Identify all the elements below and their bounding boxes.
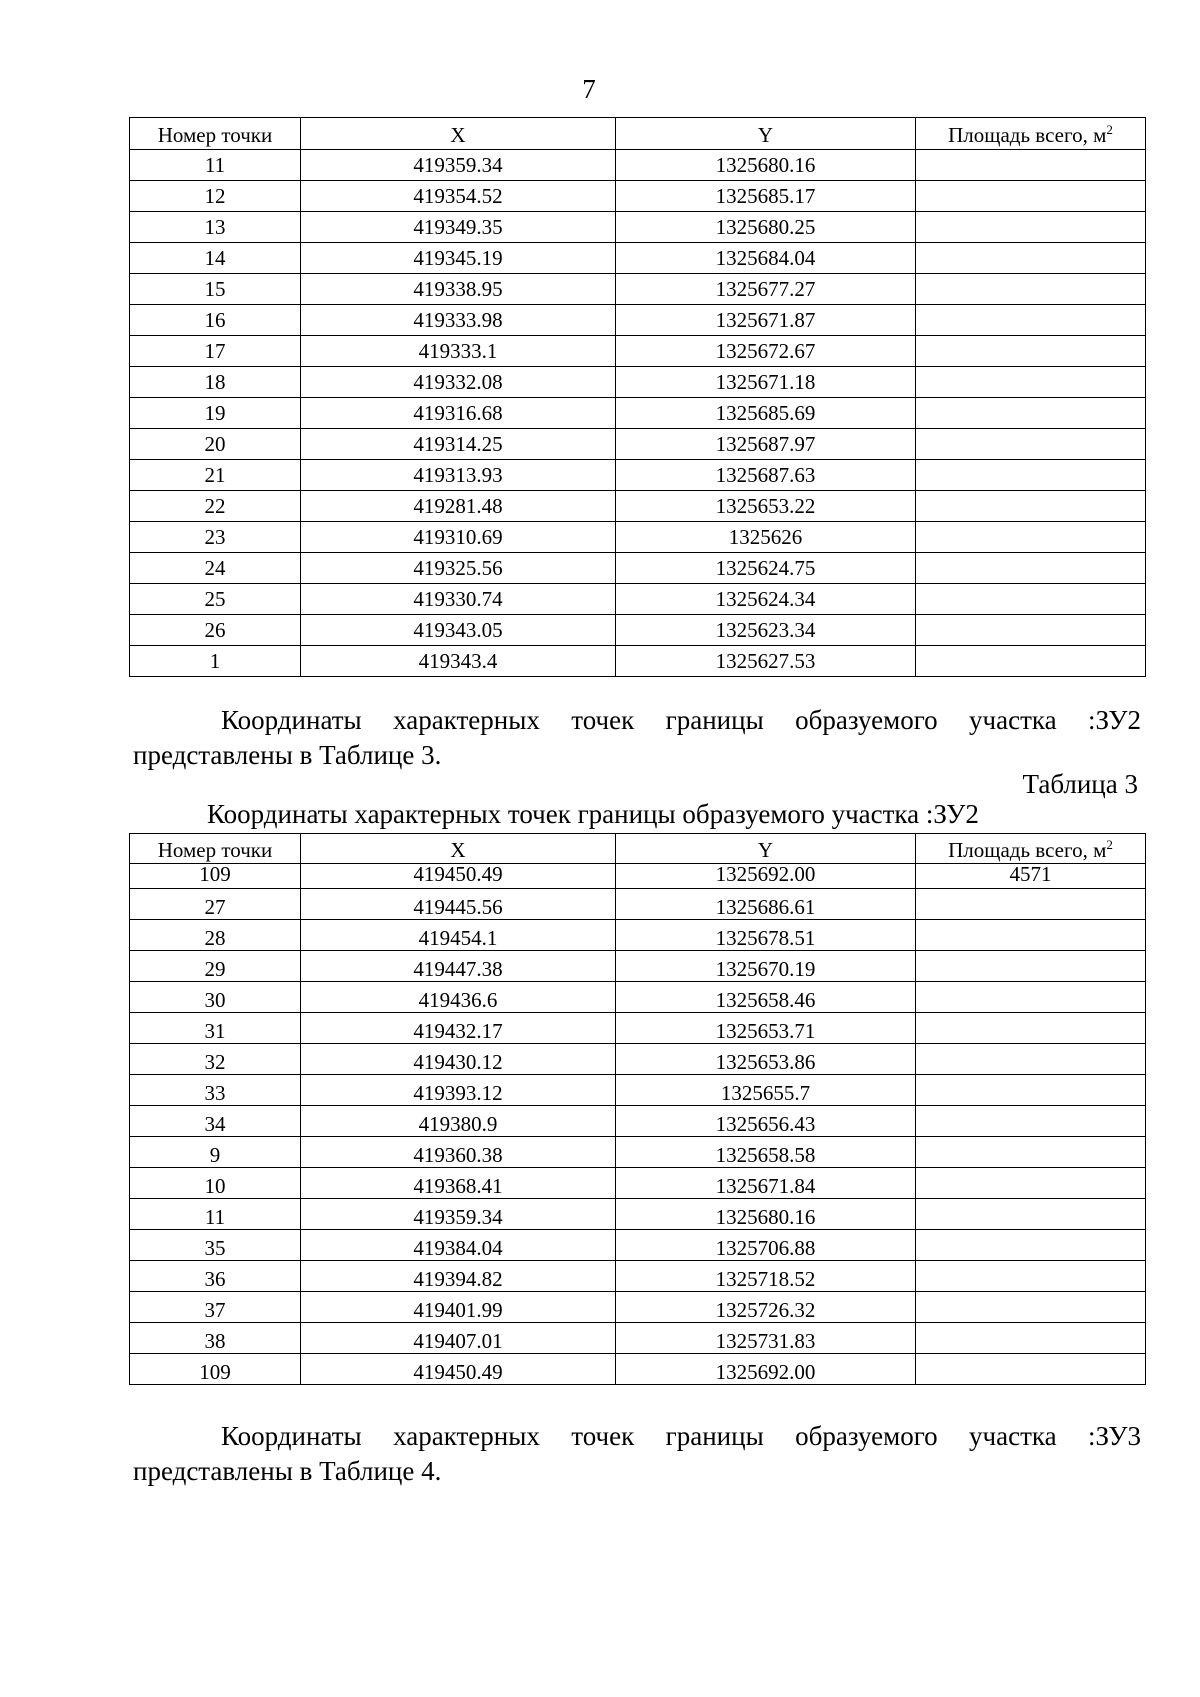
cell-x: 419447.38	[301, 951, 616, 982]
cell-point: 18	[130, 367, 301, 398]
cell-area	[916, 491, 1146, 522]
cell-point: 109	[130, 1354, 301, 1385]
cell-y: 1325626	[616, 522, 916, 553]
cell-point: 11	[130, 1199, 301, 1230]
table-row	[130, 1323, 1146, 1354]
cell-point: 11	[130, 150, 301, 181]
cell-x: 419454.1	[301, 920, 616, 951]
cell-point: 29	[130, 951, 301, 982]
cell-area	[916, 212, 1146, 243]
table-row	[130, 920, 1146, 951]
table-row	[130, 460, 1146, 491]
cell-point: 1	[130, 646, 301, 677]
paragraph-zu2-intro	[133, 703, 1141, 773]
cell-y: 1325658.46	[616, 982, 916, 1013]
cell-x: 419359.34	[301, 150, 616, 181]
table-row	[130, 646, 1146, 677]
table-header-row	[130, 118, 1146, 150]
cell-area	[916, 584, 1146, 615]
paragraph-line: представлены в Таблице 4.	[133, 1456, 442, 1486]
cell-point: 28	[130, 920, 301, 951]
cell-x: 419394.82	[301, 1261, 616, 1292]
table-row	[130, 1230, 1146, 1261]
cell-x: 419401.99	[301, 1292, 616, 1323]
header-y: Y	[616, 118, 916, 150]
cell-y: 1325658.58	[616, 1137, 916, 1168]
cell-x: 419333.98	[301, 305, 616, 336]
cell-x: 419349.35	[301, 212, 616, 243]
header-point: Номер точки	[130, 118, 301, 150]
paragraph-line: Координаты характерных точек границы образуемого участка :ЗУ3	[221, 1421, 1141, 1451]
cell-y: 1325678.51	[616, 920, 916, 951]
table-3-title: Координаты характерных точек границы образуемого участка :ЗУ2	[207, 799, 979, 829]
cell-area	[916, 889, 1146, 920]
cell-point: 17	[130, 336, 301, 367]
cell-area	[916, 305, 1146, 336]
header-area-sup: 2	[1106, 122, 1113, 137]
cell-y: 1325680.16	[616, 150, 916, 181]
table-row	[130, 243, 1146, 274]
cell-x: 419345.19	[301, 243, 616, 274]
table-row	[130, 336, 1146, 367]
cell-area	[916, 553, 1146, 584]
cell-y: 1325726.32	[616, 1292, 916, 1323]
header-x: X	[301, 118, 616, 150]
cell-x: 419430.12	[301, 1044, 616, 1075]
table-row	[130, 150, 1146, 181]
cell-y: 1325653.86	[616, 1044, 916, 1075]
cell-point: 10	[130, 1168, 301, 1199]
table-row	[130, 1137, 1146, 1168]
cell-y: 1325686.61	[616, 889, 916, 920]
cell-x: 419343.05	[301, 615, 616, 646]
table-row	[130, 864, 1146, 889]
cell-x: 419338.95	[301, 274, 616, 305]
cell-point: 20	[130, 429, 301, 460]
table-row	[130, 1292, 1146, 1323]
cell-x: 419407.01	[301, 1323, 616, 1354]
table-row	[130, 429, 1146, 460]
cell-x: 419393.12	[301, 1075, 616, 1106]
cell-y: 1325624.75	[616, 553, 916, 584]
cell-area	[916, 951, 1146, 982]
cell-y: 1325685.69	[616, 398, 916, 429]
cell-area	[916, 982, 1146, 1013]
header-area	[916, 834, 1146, 864]
cell-area	[916, 1013, 1146, 1044]
cell-point: 25	[130, 584, 301, 615]
cell-area	[916, 150, 1146, 181]
cell-point: 38	[130, 1323, 301, 1354]
table-row	[130, 1044, 1146, 1075]
cell-point: 21	[130, 460, 301, 491]
table-row	[130, 212, 1146, 243]
cell-y: 1325677.27	[616, 274, 916, 305]
cell-x: 419359.34	[301, 1199, 616, 1230]
cell-x: 419450.49	[301, 1354, 616, 1385]
table-header-row	[130, 834, 1146, 864]
cell-point: 36	[130, 1261, 301, 1292]
cell-area	[916, 522, 1146, 553]
table-row	[130, 522, 1146, 553]
cell-point: 15	[130, 274, 301, 305]
cell-area	[916, 1292, 1146, 1323]
coordinates-table-zu2	[129, 833, 1146, 1385]
table-body	[130, 864, 1146, 1385]
cell-x: 419380.9	[301, 1106, 616, 1137]
cell-point: 30	[130, 982, 301, 1013]
cell-point: 31	[130, 1013, 301, 1044]
cell-y: 1325671.84	[616, 1168, 916, 1199]
cell-area	[916, 1261, 1146, 1292]
table-body	[130, 150, 1146, 677]
cell-x: 419325.56	[301, 553, 616, 584]
cell-area: 4571	[916, 864, 1146, 889]
cell-x: 419450.49	[301, 864, 616, 889]
table-row	[130, 553, 1146, 584]
table-row	[130, 181, 1146, 212]
cell-y: 1325653.22	[616, 491, 916, 522]
table-row	[130, 274, 1146, 305]
cell-area	[916, 181, 1146, 212]
cell-point: 9	[130, 1137, 301, 1168]
cell-y: 1325653.71	[616, 1013, 916, 1044]
cell-y: 1325718.52	[616, 1261, 916, 1292]
table-row	[130, 889, 1146, 920]
table-row	[130, 615, 1146, 646]
cell-area	[916, 1106, 1146, 1137]
cell-y: 1325685.17	[616, 181, 916, 212]
cell-area	[916, 1323, 1146, 1354]
header-area	[916, 118, 1146, 150]
cell-area	[916, 367, 1146, 398]
cell-x: 419316.68	[301, 398, 616, 429]
cell-point: 32	[130, 1044, 301, 1075]
cell-x: 419343.4	[301, 646, 616, 677]
cell-area	[916, 1075, 1146, 1106]
cell-x: 419310.69	[301, 522, 616, 553]
cell-point: 37	[130, 1292, 301, 1323]
cell-x: 419333.1	[301, 336, 616, 367]
cell-y: 1325627.53	[616, 646, 916, 677]
cell-y: 1325687.97	[616, 429, 916, 460]
cell-point: 22	[130, 491, 301, 522]
cell-area	[916, 1230, 1146, 1261]
cell-y: 1325671.18	[616, 367, 916, 398]
cell-area	[916, 615, 1146, 646]
cell-y: 1325692.00	[616, 864, 916, 889]
cell-x: 419313.93	[301, 460, 616, 491]
cell-x: 419368.41	[301, 1168, 616, 1199]
cell-y: 1325655.7	[616, 1075, 916, 1106]
cell-area	[916, 1044, 1146, 1075]
cell-x: 419436.6	[301, 982, 616, 1013]
table-3-label: Таблица 3	[1022, 769, 1138, 799]
cell-x: 419360.38	[301, 1137, 616, 1168]
header-point: Номер точки	[130, 834, 301, 864]
cell-x: 419332.08	[301, 367, 616, 398]
table-row	[130, 398, 1146, 429]
header-y: Y	[616, 834, 916, 864]
cell-y: 1325670.19	[616, 951, 916, 982]
cell-area	[916, 920, 1146, 951]
cell-point: 24	[130, 553, 301, 584]
cell-x: 419384.04	[301, 1230, 616, 1261]
cell-point: 35	[130, 1230, 301, 1261]
table-row	[130, 982, 1146, 1013]
cell-point: 109	[130, 864, 301, 889]
table-row	[130, 367, 1146, 398]
cell-x: 419314.25	[301, 429, 616, 460]
cell-y: 1325680.16	[616, 1199, 916, 1230]
cell-area	[916, 398, 1146, 429]
table-row	[130, 1199, 1146, 1230]
cell-area	[916, 243, 1146, 274]
cell-area	[916, 429, 1146, 460]
cell-area	[916, 1137, 1146, 1168]
cell-y: 1325684.04	[616, 243, 916, 274]
cell-area	[916, 460, 1146, 491]
table-row	[130, 584, 1146, 615]
cell-area	[916, 1199, 1146, 1230]
cell-x: 419432.17	[301, 1013, 616, 1044]
table-row	[130, 1168, 1146, 1199]
cell-point: 34	[130, 1106, 301, 1137]
paragraph-line: Координаты характерных точек границы образуемого участка :ЗУ2	[221, 705, 1141, 735]
cell-y: 1325680.25	[616, 212, 916, 243]
cell-point: 23	[130, 522, 301, 553]
cell-area	[916, 1168, 1146, 1199]
cell-x: 419281.48	[301, 491, 616, 522]
cell-point: 26	[130, 615, 301, 646]
cell-point: 16	[130, 305, 301, 336]
cell-y: 1325671.87	[616, 305, 916, 336]
paragraph-zu3-intro	[133, 1419, 1141, 1489]
cell-y: 1325731.83	[616, 1323, 916, 1354]
cell-y: 1325623.34	[616, 615, 916, 646]
cell-y: 1325706.88	[616, 1230, 916, 1261]
table-row	[130, 1354, 1146, 1385]
header-area-label: Площадь всего, м	[948, 123, 1107, 147]
cell-x: 419354.52	[301, 181, 616, 212]
cell-point: 19	[130, 398, 301, 429]
cell-point: 33	[130, 1075, 301, 1106]
cell-y: 1325672.67	[616, 336, 916, 367]
cell-area	[916, 336, 1146, 367]
cell-area	[916, 1354, 1146, 1385]
table-row	[130, 1106, 1146, 1137]
cell-y: 1325687.63	[616, 460, 916, 491]
cell-area	[916, 646, 1146, 677]
cell-point: 14	[130, 243, 301, 274]
cell-y: 1325656.43	[616, 1106, 916, 1137]
cell-area	[916, 274, 1146, 305]
cell-y: 1325692.00	[616, 1354, 916, 1385]
header-area-sup: 2	[1106, 837, 1113, 852]
cell-x: 419445.56	[301, 889, 616, 920]
cell-x: 419330.74	[301, 584, 616, 615]
table-row	[130, 1013, 1146, 1044]
cell-point: 12	[130, 181, 301, 212]
coordinates-table-continued	[129, 117, 1146, 677]
cell-y: 1325624.34	[616, 584, 916, 615]
header-x: X	[301, 834, 616, 864]
table-row	[130, 491, 1146, 522]
cell-point: 13	[130, 212, 301, 243]
table-row	[130, 951, 1146, 982]
page-number: 7	[582, 74, 596, 104]
table-row	[130, 305, 1146, 336]
cell-point: 27	[130, 889, 301, 920]
paragraph-line: представлены в Таблице 3.	[133, 740, 442, 770]
table-row	[130, 1261, 1146, 1292]
header-area-label: Площадь всего, м	[948, 838, 1107, 862]
table-row	[130, 1075, 1146, 1106]
